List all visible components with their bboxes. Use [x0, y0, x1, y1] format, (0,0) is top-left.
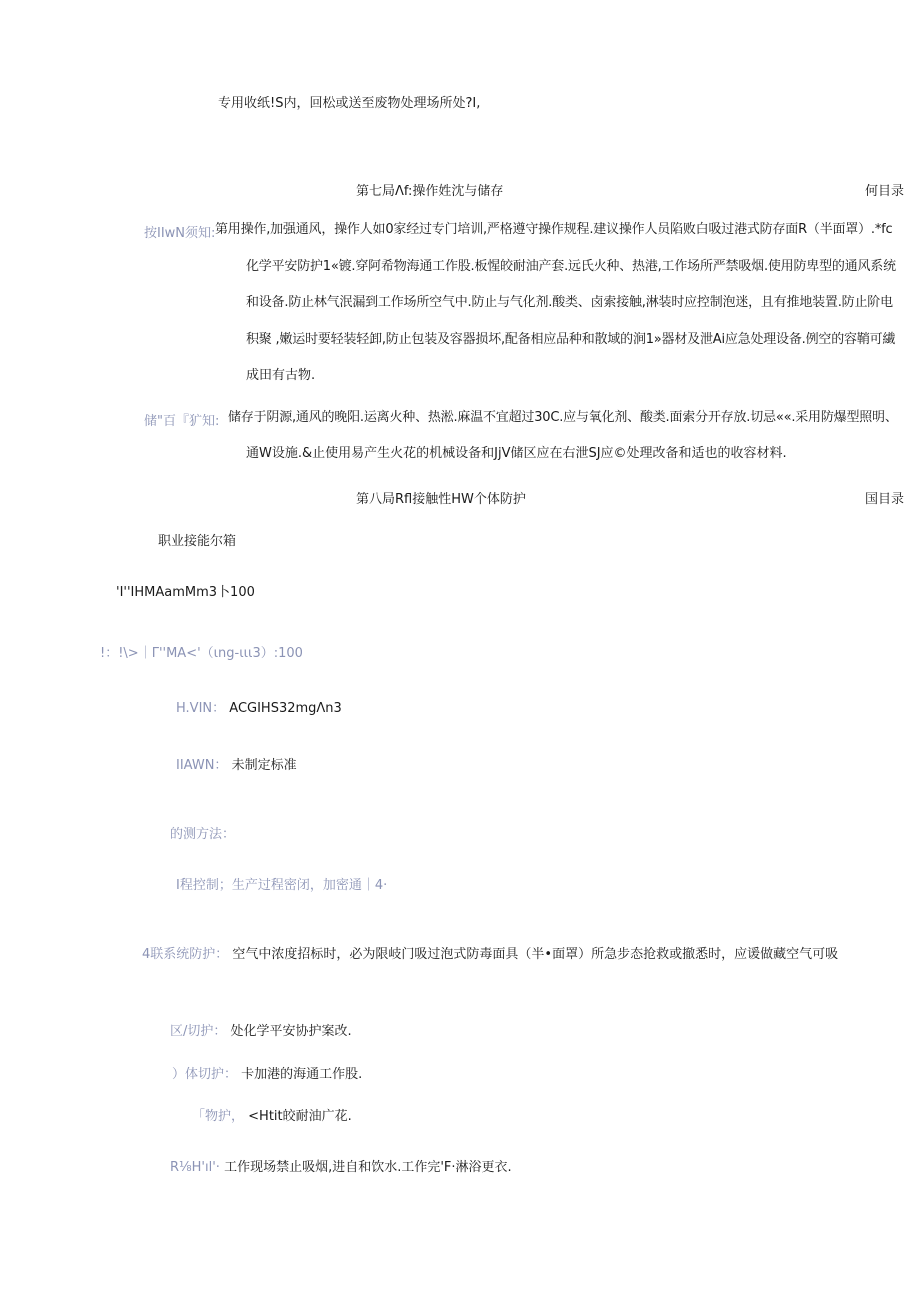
eye-protection-row [170, 1020, 352, 1039]
body-protection-row [172, 1063, 362, 1082]
section-8-title: 第八局Rfl接触性HW个体防护 [356, 492, 526, 507]
hand-protection-value: <Htit皎耐油广花. [248, 1109, 352, 1124]
hand-protection-row [192, 1105, 352, 1124]
handling-line-5: 成田有古物. [246, 368, 316, 383]
handling-line-2: 化学平安防护1«镀.穿阿希物海通工作股.板惺皎耐油产套.远氏火种、热港,工作场所严禁吸烟.使用防卑型的通风系统 [246, 259, 896, 274]
iiawn-value: 未制定标准 [231, 758, 297, 773]
body-protection-value: 卡加港的海通工作股. [241, 1067, 363, 1082]
handling-label: 按IIwN须知: [144, 226, 216, 241]
other-protection-value: 工作现场禁止吸烟,进自和饮水.工作完'F·淋浴更衣. [224, 1160, 512, 1175]
respiratory-label: 4联系统防护： [142, 947, 229, 962]
hvin-row [176, 697, 342, 716]
storage-line-1: 储存于阴源,通风的晚阳.运离火种、热淞.麻温不宜超过30C.应与氧化剂、酸类.面索分开存放.切忌««.采用防爆型照明、 [228, 410, 898, 425]
section-8-toc-link[interactable]: 国目录 [864, 492, 904, 507]
handling-line-4: 积聚 ,嫩运时要轻装轻卸,防止包装及容器损坏,配备相应品种和散域的涧1»器材及泄Ai应急处理设备.例空的容鞘可繊 [246, 332, 896, 347]
respiratory-value: 空气中浓度招标时，必为限岐门吸过泡式防毒面具（半•面罩）所急步态抢救或撤悉时，应谖做藏空气可吸 [232, 947, 839, 962]
exposure-limit-1: 'I''IHMAamMm3卜100 [116, 585, 255, 600]
occupational-heading: 职业接能尔箱 [158, 534, 237, 549]
exposure-limit-2: !：!\>｜Γ''MA<'（ιng-ιιι3）:100 [100, 646, 303, 661]
measurement-method: 的测方法： [170, 827, 236, 842]
eye-protection-label: 区/切护： [170, 1024, 227, 1039]
section-7-toc-link[interactable]: 何目录 [864, 184, 904, 199]
storage-line-2: 通W设施.&止使用易产生火花的机械设备和JjV储区应在右泄SJ应©处理改备和适也的收容材料. [246, 446, 787, 461]
hand-protection-label: 「物护， [192, 1109, 245, 1124]
top-line: 专用收纸!S内，回松或送至废物处理场所处?I, [218, 96, 481, 111]
section-7-title: 第七局Λf:操作姓沈与储存 [356, 184, 504, 199]
iiawn-label: IIAWN： [176, 758, 228, 773]
iiawn-row [176, 754, 297, 773]
handling-line-1: 第用操作,加强通风，操作人如0家经过专门培训,严格遵守操作规程.建议操作人员陷败白吸过港式防存面R（半面罩）.*fc [215, 222, 893, 237]
other-protection-label: R⅛H'ıl'· [170, 1160, 220, 1175]
engineering-control: I程控制；生产过程密闭，加密通｜4· [176, 878, 388, 893]
eye-protection-value: 处化学平安协护案改. [230, 1024, 352, 1039]
handling-line-3: 和设备.防止林气泯漏到工作场所空气中.防止与气化剂.酸类、卤索接触,淋装时应控制泡迷，且有推地装置.防止阶电 [246, 295, 893, 310]
respiratory-row [142, 943, 838, 962]
hvin-label: H.VIN： [176, 701, 226, 716]
hvin-value: ACGIHS32mgΛn3 [229, 701, 342, 716]
other-protection-row [170, 1156, 512, 1175]
storage-label: 储"百『犷知: [144, 414, 220, 429]
body-protection-label: ）体切护： [172, 1067, 238, 1082]
